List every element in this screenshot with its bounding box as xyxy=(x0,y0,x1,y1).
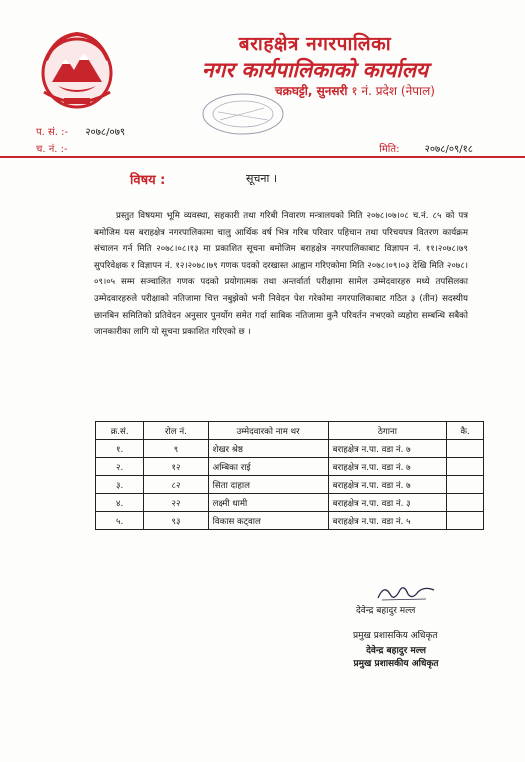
subject-value: सूचना । xyxy=(246,172,278,185)
cell-name: अम्बिका राई xyxy=(208,458,328,476)
cell-serial: ३. xyxy=(96,476,144,494)
col-address: ठेगाना xyxy=(328,422,447,440)
col-roll: रोल नं. xyxy=(144,422,208,440)
dispatch-number xyxy=(36,141,82,155)
cell-address: बराहक्षेत्र न.पा. वडा नं. ५ xyxy=(328,512,447,530)
date-field xyxy=(379,141,473,155)
header-divider xyxy=(0,156,525,158)
date-label: मिति: xyxy=(379,144,400,155)
address-line-bold: चक्रघट्टी, सुनसरी xyxy=(275,84,348,98)
stamp-name: देवेन्द्र बहादुर मल्ल xyxy=(366,646,426,656)
nepal-emblem-icon xyxy=(36,30,118,112)
table-header-row xyxy=(96,422,484,440)
cell-name: लक्ष्मी धामी xyxy=(208,494,328,512)
cell-remarks xyxy=(447,494,484,512)
office-stamp-icon xyxy=(198,90,288,138)
cell-roll: १२ xyxy=(144,458,208,476)
cell-name: विकास कट्वाल xyxy=(208,512,328,530)
cell-name: शेखर श्रेष्ठ xyxy=(208,440,328,458)
date-value: २०७८/०९/१८ xyxy=(424,144,473,155)
cell-address: बराहक्षेत्र न.पा. वडा नं. ७ xyxy=(328,476,447,494)
table-row xyxy=(96,440,484,458)
cell-address: बराहक्षेत्र न.पा. वडा नं. ७ xyxy=(328,440,447,458)
cell-serial: २. xyxy=(96,458,144,476)
letter-number-label: प. सं. :- xyxy=(36,127,69,138)
office-name: नगर कार्यपालिकाको कार्यालय xyxy=(201,58,429,82)
cell-roll: ९ xyxy=(144,440,208,458)
municipality-name: बराहक्षेत्र नगरपालिका xyxy=(238,33,392,55)
candidate-table xyxy=(95,421,484,530)
cell-serial: १. xyxy=(96,440,144,458)
col-remarks: कै. xyxy=(447,422,484,440)
col-serial: क्र.सं. xyxy=(96,422,144,440)
letter-number xyxy=(36,124,125,138)
table-row xyxy=(96,476,484,494)
dispatch-number-label: च. नं. :- xyxy=(36,144,68,155)
cell-remarks xyxy=(447,512,484,530)
signatory-title: प्रमुख प्रशासकिय अधिकृत xyxy=(353,631,438,641)
cell-remarks xyxy=(447,476,484,494)
address-province: १ नं. प्रदेश (नेपाल) xyxy=(351,84,435,98)
letter-number-value: २०७८/०७९ xyxy=(85,127,126,138)
cell-remarks xyxy=(447,458,484,476)
cell-remarks xyxy=(447,440,484,458)
cell-roll: ८२ xyxy=(144,476,208,494)
cell-serial: ५. xyxy=(96,512,144,530)
table-row xyxy=(96,512,484,530)
cell-roll: २२ xyxy=(144,494,208,512)
subject-label: विषय : xyxy=(130,173,166,188)
cell-roll: ९३ xyxy=(144,512,208,530)
cell-address: बराहक्षेत्र न.पा. वडा नं. ३ xyxy=(328,494,447,512)
cell-name: सिता दाहाल xyxy=(208,476,328,494)
table-row xyxy=(96,458,484,476)
signatory-name: देवेन्द्र बहादुर मल्ल xyxy=(356,606,416,616)
signature-scribble-icon xyxy=(376,582,436,604)
table-row xyxy=(96,494,484,512)
signatory-stamp xyxy=(340,645,452,671)
cell-serial: ४. xyxy=(96,494,144,512)
stamp-title: प्रमुख प्रशासकीय अधिकृत xyxy=(353,659,439,669)
col-name: उम्मेदवारको नाम थर xyxy=(208,422,328,440)
notice-body: प्रस्तुत विषयमा भूमि व्यवस्था, सहकारी तथा गरिबी निवारण मन्त्रालयको मिति २०७८।०७।०८ च.नं. ८५ को पत्र बमोजिम यस बराहक्षेत्र नगरपालिकामा चालु आर्थिक वर्ष भित्र गरिब परिवार पहिचान तथा परिचयपत्र वितरण कार्यक्रम संचालन गर्न मिति २०७८।०८।१३ मा प्रकाशित सूचना बमोजिम बराहक्षेत्र नगरपालिकाबाट विज्ञापन नं. ११।२०७८।७९ सुपरिवेक्षक र विज्ञापन नं. १२।२०७८।७९ गणक पदको दरखास्त आह्वान गरिएकोमा मिति २०७८।०९।०३ देखि मिति २०७८।०९।०५ सम्म सञ्चालित गणक पदको प्रयोगात्मक तथा अन्तर्वार्ता परीक्षामा सामेल उम्मेदवारहरु मध्ये तपसिलका उम्मेदवारहरुले परीक्षाको नतिजामा चित्त नबुझेको भनी निवेदन पेश गरेकोमा नगरपालिकाबाट गठित ३ (तीन) सदस्यीय छानबिन समितिको प्रतिवेदन अनुसार पुनर्योग समेत गर्दा साबिक नतिजामा कुनै परिवर्तन नभएको व्यहोरा सम्बन्धि सबैको जानकारीका लागि यो सूचना प्रकाशित गरिएको छ । xyxy=(94,211,468,338)
cell-address: बराहक्षेत्र न.पा. वडा नं. ७ xyxy=(328,458,447,476)
